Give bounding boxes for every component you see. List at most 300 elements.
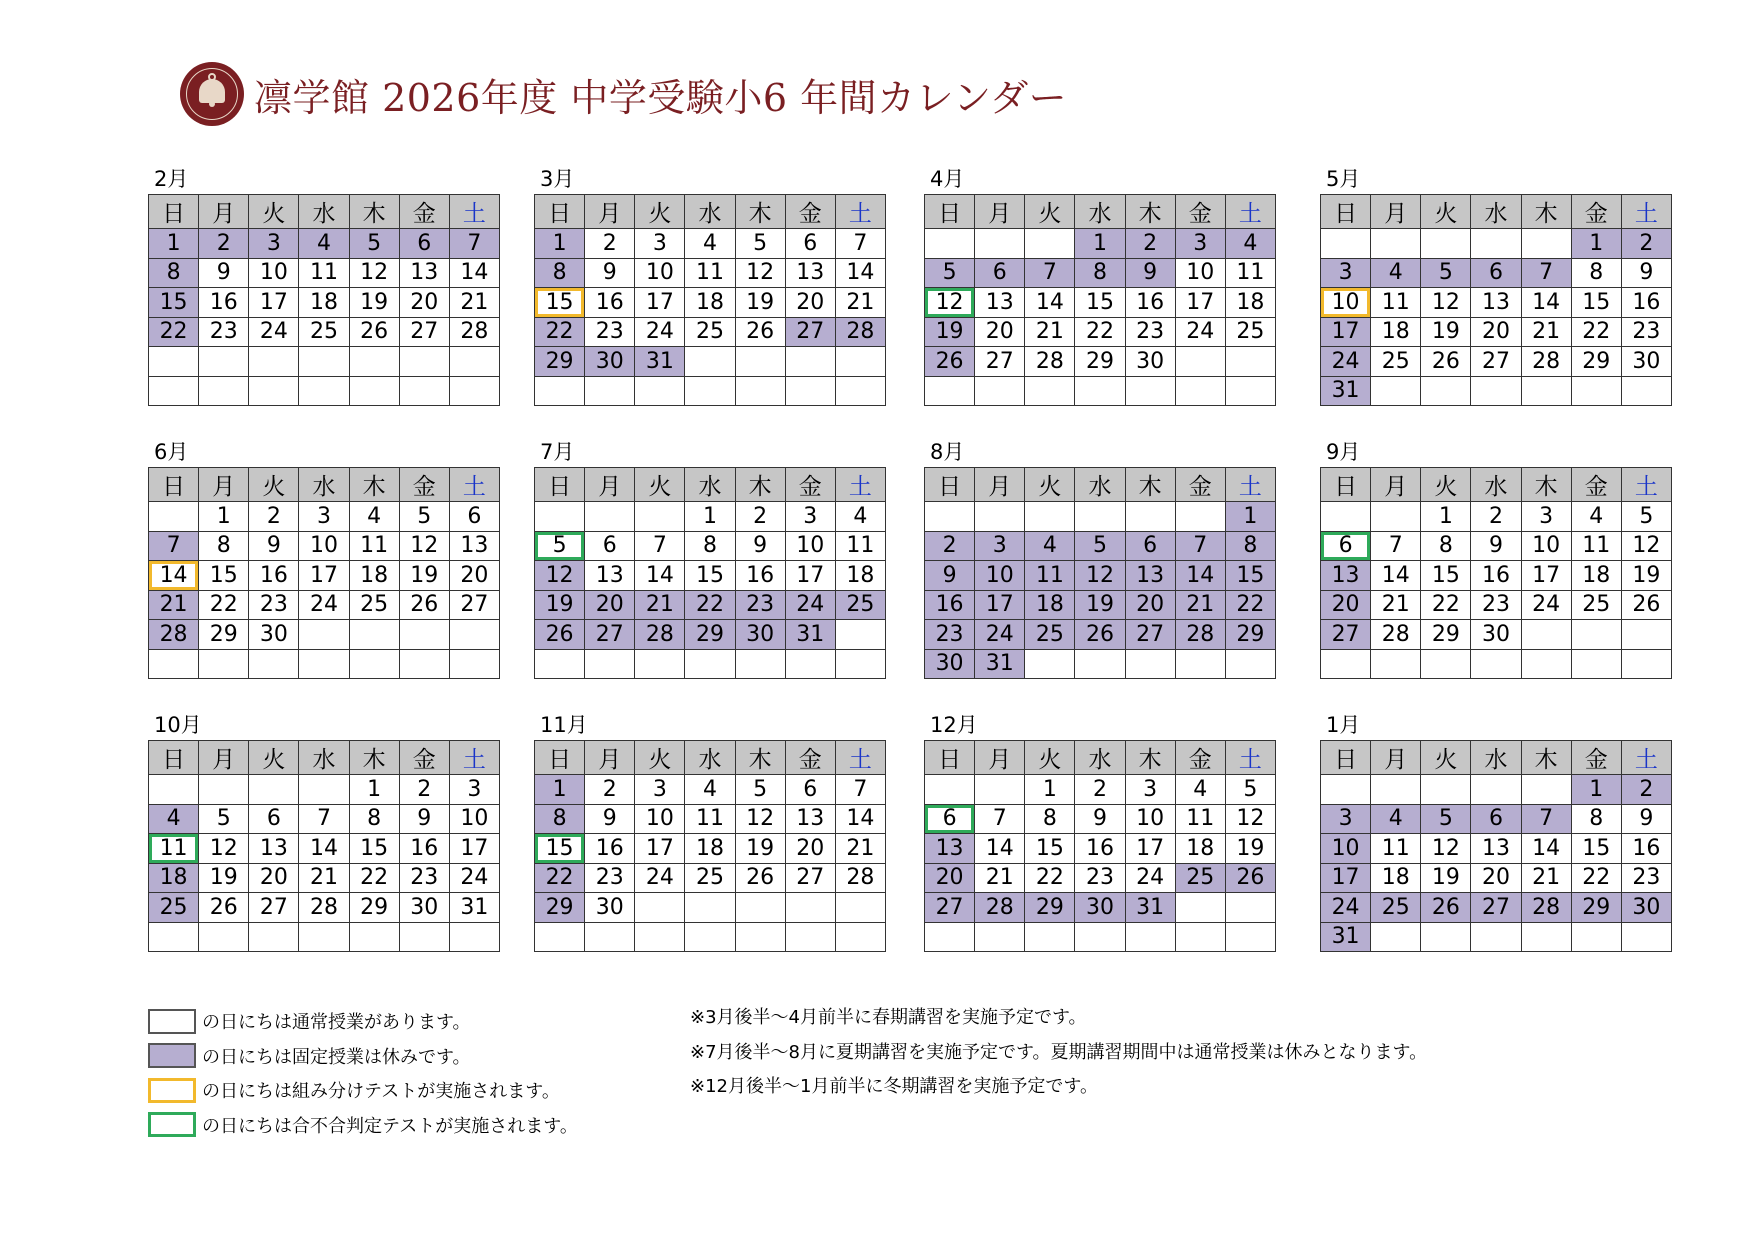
- day-cell: 28: [835, 863, 885, 893]
- day-cell: 30: [735, 620, 785, 650]
- notes: [690, 1004, 1427, 1108]
- day-cell: 26: [1421, 347, 1471, 377]
- day-cell: 5: [1621, 502, 1671, 532]
- day-cell: 4: [835, 502, 885, 532]
- empty-cell: [1025, 502, 1075, 532]
- day-cell: 25: [685, 863, 735, 893]
- day-cell: 28: [635, 620, 685, 650]
- weekday-header: 土: [1225, 741, 1275, 775]
- weekday-header: 土: [1621, 468, 1671, 502]
- day-cell: 6: [449, 502, 499, 532]
- day-cell: 8: [1025, 804, 1075, 834]
- weekday-header: 日: [535, 468, 585, 502]
- week-row: [535, 258, 886, 288]
- weekday-header: 水: [1075, 468, 1125, 502]
- week-row: [535, 834, 886, 864]
- day-cell: 3: [635, 775, 685, 805]
- day-cell: 7: [835, 775, 885, 805]
- empty-cell: [149, 376, 199, 406]
- day-cell: 11: [149, 834, 199, 864]
- day-cell: 30: [1621, 893, 1671, 923]
- day-cell: 10: [975, 561, 1025, 591]
- day-cell: 10: [785, 531, 835, 561]
- empty-cell: [149, 775, 199, 805]
- day-cell: 4: [685, 775, 735, 805]
- weekday-header: 木: [1521, 195, 1571, 229]
- day-cell: 18: [1175, 834, 1225, 864]
- week-row: [149, 317, 500, 347]
- empty-cell: [535, 922, 585, 952]
- empty-cell: [585, 649, 635, 679]
- day-cell: 9: [735, 531, 785, 561]
- empty-cell: [735, 893, 785, 923]
- day-cell: 19: [1621, 561, 1671, 591]
- week-row: [149, 288, 500, 318]
- empty-cell: [349, 922, 399, 952]
- day-cell: 1: [685, 502, 735, 532]
- day-cell: 17: [1321, 317, 1371, 347]
- empty-cell: [785, 922, 835, 952]
- day-cell: 20: [1321, 590, 1371, 620]
- week-row: [535, 502, 886, 532]
- day-cell: 7: [975, 804, 1025, 834]
- day-cell: 17: [299, 561, 349, 591]
- day-cell: 24: [635, 863, 685, 893]
- empty-cell: [1321, 229, 1371, 259]
- empty-cell: [199, 922, 249, 952]
- month-calendar: [924, 437, 1276, 679]
- empty-cell: [1621, 922, 1671, 952]
- empty-cell: [249, 376, 299, 406]
- day-cell: 1: [1075, 229, 1125, 259]
- weekday-header: 月: [975, 195, 1025, 229]
- day-cell: 2: [1621, 229, 1671, 259]
- day-cell: 7: [1371, 531, 1421, 561]
- empty-cell: [1371, 229, 1421, 259]
- legend-swatch-off: [148, 1043, 196, 1068]
- empty-cell: [1175, 376, 1225, 406]
- day-cell: 26: [735, 317, 785, 347]
- day-cell: 26: [535, 620, 585, 650]
- day-cell: 14: [299, 834, 349, 864]
- week-row: [149, 590, 500, 620]
- day-cell: 27: [1471, 347, 1521, 377]
- day-cell: 7: [635, 531, 685, 561]
- day-cell: 10: [249, 258, 299, 288]
- day-cell: 15: [1075, 288, 1125, 318]
- day-cell: 22: [1571, 863, 1621, 893]
- day-cell: 9: [1621, 258, 1671, 288]
- week-row: [1321, 288, 1672, 318]
- day-cell: 9: [585, 804, 635, 834]
- week-row: [925, 863, 1276, 893]
- day-cell: 31: [449, 893, 499, 923]
- month-calendar: [534, 437, 886, 679]
- empty-cell: [585, 502, 635, 532]
- weekday-header: 月: [199, 741, 249, 775]
- day-cell: 19: [925, 317, 975, 347]
- month-label: 5月: [1326, 167, 1361, 191]
- empty-cell: [1075, 376, 1125, 406]
- day-cell: 1: [535, 229, 585, 259]
- day-cell: 19: [199, 863, 249, 893]
- weekday-header: 水: [1075, 195, 1125, 229]
- day-cell: 3: [1521, 502, 1571, 532]
- week-row: [149, 863, 500, 893]
- day-cell: 20: [1471, 863, 1521, 893]
- empty-cell: [975, 376, 1025, 406]
- day-cell: 10: [635, 258, 685, 288]
- empty-cell: [1521, 376, 1571, 406]
- day-cell: 3: [1125, 775, 1175, 805]
- day-cell: 24: [1521, 590, 1571, 620]
- day-cell: 28: [975, 893, 1025, 923]
- day-cell: 30: [1075, 893, 1125, 923]
- empty-cell: [1025, 649, 1075, 679]
- weekday-header: 月: [1371, 195, 1421, 229]
- week-row: [925, 804, 1276, 834]
- empty-cell: [685, 893, 735, 923]
- weekday-header: 火: [1421, 195, 1471, 229]
- empty-cell: [1075, 649, 1125, 679]
- day-cell: 7: [835, 229, 885, 259]
- day-cell: 21: [1521, 317, 1571, 347]
- day-cell: 3: [785, 502, 835, 532]
- empty-cell: [585, 376, 635, 406]
- day-cell: 5: [349, 229, 399, 259]
- day-cell: 8: [535, 258, 585, 288]
- weekday-header: 日: [1321, 195, 1371, 229]
- weekday-header: 金: [1175, 741, 1225, 775]
- day-cell: 13: [1471, 288, 1521, 318]
- week-row: [1321, 317, 1672, 347]
- weekday-header: 木: [349, 741, 399, 775]
- day-cell: 6: [1125, 531, 1175, 561]
- day-cell: 22: [685, 590, 735, 620]
- day-cell: 24: [975, 620, 1025, 650]
- day-cell: 18: [1371, 863, 1421, 893]
- empty-cell: [1075, 922, 1125, 952]
- day-cell: 14: [975, 834, 1025, 864]
- month-label: 1月: [1326, 713, 1361, 737]
- legend-swatch-green: [148, 1112, 196, 1137]
- empty-cell: [1571, 922, 1621, 952]
- week-row: [149, 834, 500, 864]
- day-cell: 8: [149, 258, 199, 288]
- empty-cell: [349, 649, 399, 679]
- empty-cell: [149, 502, 199, 532]
- day-cell: 24: [1175, 317, 1225, 347]
- day-cell: 19: [1421, 317, 1471, 347]
- weekday-header: 火: [635, 195, 685, 229]
- day-cell: 14: [835, 804, 885, 834]
- week-row: [1321, 376, 1672, 406]
- day-cell: 24: [449, 863, 499, 893]
- empty-cell: [925, 229, 975, 259]
- day-cell: 8: [535, 804, 585, 834]
- day-cell: 29: [535, 893, 585, 923]
- day-cell: 17: [635, 288, 685, 318]
- weekday-header: 木: [735, 468, 785, 502]
- day-cell: 18: [299, 288, 349, 318]
- day-cell: 28: [449, 317, 499, 347]
- day-cell: 6: [925, 804, 975, 834]
- day-cell: 9: [249, 531, 299, 561]
- week-row: [1321, 620, 1672, 650]
- day-cell: 12: [1075, 561, 1125, 591]
- day-cell: 20: [925, 863, 975, 893]
- weekday-header: 火: [1025, 741, 1075, 775]
- day-cell: 13: [399, 258, 449, 288]
- week-row: [149, 347, 500, 377]
- empty-cell: [1571, 620, 1621, 650]
- empty-cell: [149, 922, 199, 952]
- day-cell: 18: [685, 288, 735, 318]
- week-row: [149, 376, 500, 406]
- week-row: [925, 347, 1276, 377]
- weekday-header: 月: [975, 741, 1025, 775]
- empty-cell: [585, 922, 635, 952]
- week-row: [535, 893, 886, 923]
- weekday-header: 月: [585, 468, 635, 502]
- weekday-header: 金: [1175, 195, 1225, 229]
- legend-text: の日にちは通常授業があります。: [202, 1012, 471, 1034]
- day-cell: 25: [1025, 620, 1075, 650]
- day-cell: 28: [835, 317, 885, 347]
- day-cell: 26: [199, 893, 249, 923]
- day-cell: 2: [399, 775, 449, 805]
- day-cell: 3: [1321, 804, 1371, 834]
- empty-cell: [149, 649, 199, 679]
- day-cell: 16: [249, 561, 299, 591]
- day-cell: 13: [449, 531, 499, 561]
- empty-cell: [399, 347, 449, 377]
- day-cell: 29: [1571, 893, 1621, 923]
- day-cell: 25: [1571, 590, 1621, 620]
- week-row: [1321, 347, 1672, 377]
- empty-cell: [1321, 649, 1371, 679]
- day-cell: 24: [785, 590, 835, 620]
- weekday-header: 水: [1471, 468, 1521, 502]
- day-cell: 3: [1321, 258, 1371, 288]
- week-row: [1321, 229, 1672, 259]
- day-cell: 5: [1075, 531, 1125, 561]
- legend-item-off: [148, 1039, 578, 1074]
- day-cell: 29: [1225, 620, 1275, 650]
- day-cell: 21: [1521, 863, 1571, 893]
- empty-cell: [249, 347, 299, 377]
- month-table: [924, 194, 1276, 406]
- empty-cell: [399, 620, 449, 650]
- empty-cell: [635, 922, 685, 952]
- day-cell: 11: [299, 258, 349, 288]
- day-cell: 13: [585, 561, 635, 591]
- empty-cell: [249, 922, 299, 952]
- day-cell: 3: [635, 229, 685, 259]
- page-header: [180, 62, 1067, 126]
- day-cell: 2: [1471, 502, 1521, 532]
- day-cell: 16: [585, 288, 635, 318]
- weekday-header: 土: [1621, 741, 1671, 775]
- week-row: [149, 649, 500, 679]
- week-row: [925, 590, 1276, 620]
- day-cell: 10: [1125, 804, 1175, 834]
- day-cell: 16: [199, 288, 249, 318]
- day-cell: 24: [1321, 893, 1371, 923]
- weekday-header: 日: [925, 468, 975, 502]
- day-cell: 9: [925, 561, 975, 591]
- empty-cell: [735, 649, 785, 679]
- day-cell: 30: [1125, 347, 1175, 377]
- day-cell: 11: [1371, 834, 1421, 864]
- day-cell: 19: [349, 288, 399, 318]
- week-row: [925, 620, 1276, 650]
- note-spring: ※3月後半～4月前半に春期講習を実施予定です。: [690, 1007, 1087, 1028]
- day-cell: 25: [149, 893, 199, 923]
- day-cell: 13: [1471, 834, 1521, 864]
- day-cell: 6: [1321, 531, 1371, 561]
- weekday-header: 日: [925, 741, 975, 775]
- day-cell: 3: [249, 229, 299, 259]
- day-cell: 15: [535, 834, 585, 864]
- empty-cell: [1125, 376, 1175, 406]
- weekday-header: 土: [1621, 195, 1671, 229]
- weekday-header: 土: [449, 195, 499, 229]
- day-cell: 10: [449, 804, 499, 834]
- week-row: [925, 376, 1276, 406]
- week-row: [535, 590, 886, 620]
- month-label: 4月: [930, 167, 965, 191]
- day-cell: 21: [1025, 317, 1075, 347]
- week-row: [149, 620, 500, 650]
- day-cell: 26: [1421, 893, 1471, 923]
- day-cell: 4: [1025, 531, 1075, 561]
- day-cell: 20: [449, 561, 499, 591]
- day-cell: 4: [1225, 229, 1275, 259]
- empty-cell: [1225, 347, 1275, 377]
- day-cell: 5: [735, 775, 785, 805]
- empty-cell: [785, 893, 835, 923]
- day-cell: 14: [1521, 834, 1571, 864]
- day-cell: 17: [449, 834, 499, 864]
- day-cell: 30: [1471, 620, 1521, 650]
- day-cell: 23: [199, 317, 249, 347]
- day-cell: 17: [1125, 834, 1175, 864]
- week-row: [535, 775, 886, 805]
- empty-cell: [399, 376, 449, 406]
- day-cell: 22: [535, 317, 585, 347]
- empty-cell: [399, 649, 449, 679]
- day-cell: 11: [685, 258, 735, 288]
- legend-text: の日にちは固定授業は休みです。: [202, 1046, 471, 1068]
- day-cell: 6: [399, 229, 449, 259]
- week-row: [925, 317, 1276, 347]
- day-cell: 24: [299, 590, 349, 620]
- day-cell: 26: [1621, 590, 1671, 620]
- month-label: 12月: [930, 713, 978, 737]
- day-cell: 5: [735, 229, 785, 259]
- day-cell: 10: [635, 804, 685, 834]
- day-cell: 3: [975, 531, 1025, 561]
- day-cell: 7: [149, 531, 199, 561]
- day-cell: 31: [635, 347, 685, 377]
- empty-cell: [1175, 649, 1225, 679]
- weekday-header: 水: [1075, 741, 1125, 775]
- day-cell: 19: [1075, 590, 1125, 620]
- day-cell: 9: [585, 258, 635, 288]
- weekday-header: 火: [249, 741, 299, 775]
- empty-cell: [1521, 922, 1571, 952]
- day-cell: 29: [199, 620, 249, 650]
- day-cell: 13: [1321, 561, 1371, 591]
- day-cell: 14: [835, 258, 885, 288]
- day-cell: 29: [349, 893, 399, 923]
- empty-cell: [149, 347, 199, 377]
- day-cell: 18: [835, 561, 885, 591]
- legend-text: の日にちは合不合判定テストが実施されます。: [202, 1115, 578, 1137]
- day-cell: 2: [1621, 775, 1671, 805]
- day-cell: 18: [1025, 590, 1075, 620]
- day-cell: 1: [1225, 502, 1275, 532]
- legend-item-grouping-test: [148, 1073, 578, 1108]
- month-label: 11月: [540, 713, 588, 737]
- empty-cell: [1175, 347, 1225, 377]
- day-cell: 15: [1225, 561, 1275, 591]
- day-cell: 22: [1225, 590, 1275, 620]
- day-cell: 22: [1421, 590, 1471, 620]
- weekday-header: 木: [1521, 468, 1571, 502]
- school-logo-icon: [180, 62, 244, 126]
- day-cell: 2: [735, 502, 785, 532]
- day-cell: 27: [399, 317, 449, 347]
- empty-cell: [449, 649, 499, 679]
- day-cell: 24: [1321, 347, 1371, 377]
- day-cell: 21: [975, 863, 1025, 893]
- empty-cell: [1421, 649, 1471, 679]
- day-cell: 8: [1571, 258, 1621, 288]
- empty-cell: [1125, 649, 1175, 679]
- empty-cell: [249, 775, 299, 805]
- empty-cell: [735, 347, 785, 377]
- day-cell: 4: [1371, 258, 1421, 288]
- weekday-header: 金: [1571, 741, 1621, 775]
- day-cell: 21: [635, 590, 685, 620]
- page-title: 凛学館 2026年度 中学受験小6 年間カレンダー: [254, 75, 1068, 120]
- month-table: [148, 194, 500, 406]
- day-cell: 10: [1321, 834, 1371, 864]
- week-row: [535, 804, 886, 834]
- empty-cell: [835, 376, 885, 406]
- week-row: [1321, 502, 1672, 532]
- day-cell: 25: [1225, 317, 1275, 347]
- day-cell: 18: [1571, 561, 1621, 591]
- day-cell: 2: [1075, 775, 1125, 805]
- week-row: [1321, 258, 1672, 288]
- day-cell: 12: [349, 258, 399, 288]
- day-cell: 14: [1175, 561, 1225, 591]
- day-cell: 29: [1025, 893, 1075, 923]
- day-cell: 20: [785, 834, 835, 864]
- day-cell: 26: [925, 347, 975, 377]
- day-cell: 9: [1125, 258, 1175, 288]
- week-row: [1321, 893, 1672, 923]
- day-cell: 18: [149, 863, 199, 893]
- month-table: [1320, 467, 1672, 679]
- weekday-header: 日: [149, 468, 199, 502]
- empty-cell: [1471, 649, 1521, 679]
- day-cell: 11: [349, 531, 399, 561]
- empty-cell: [1225, 922, 1275, 952]
